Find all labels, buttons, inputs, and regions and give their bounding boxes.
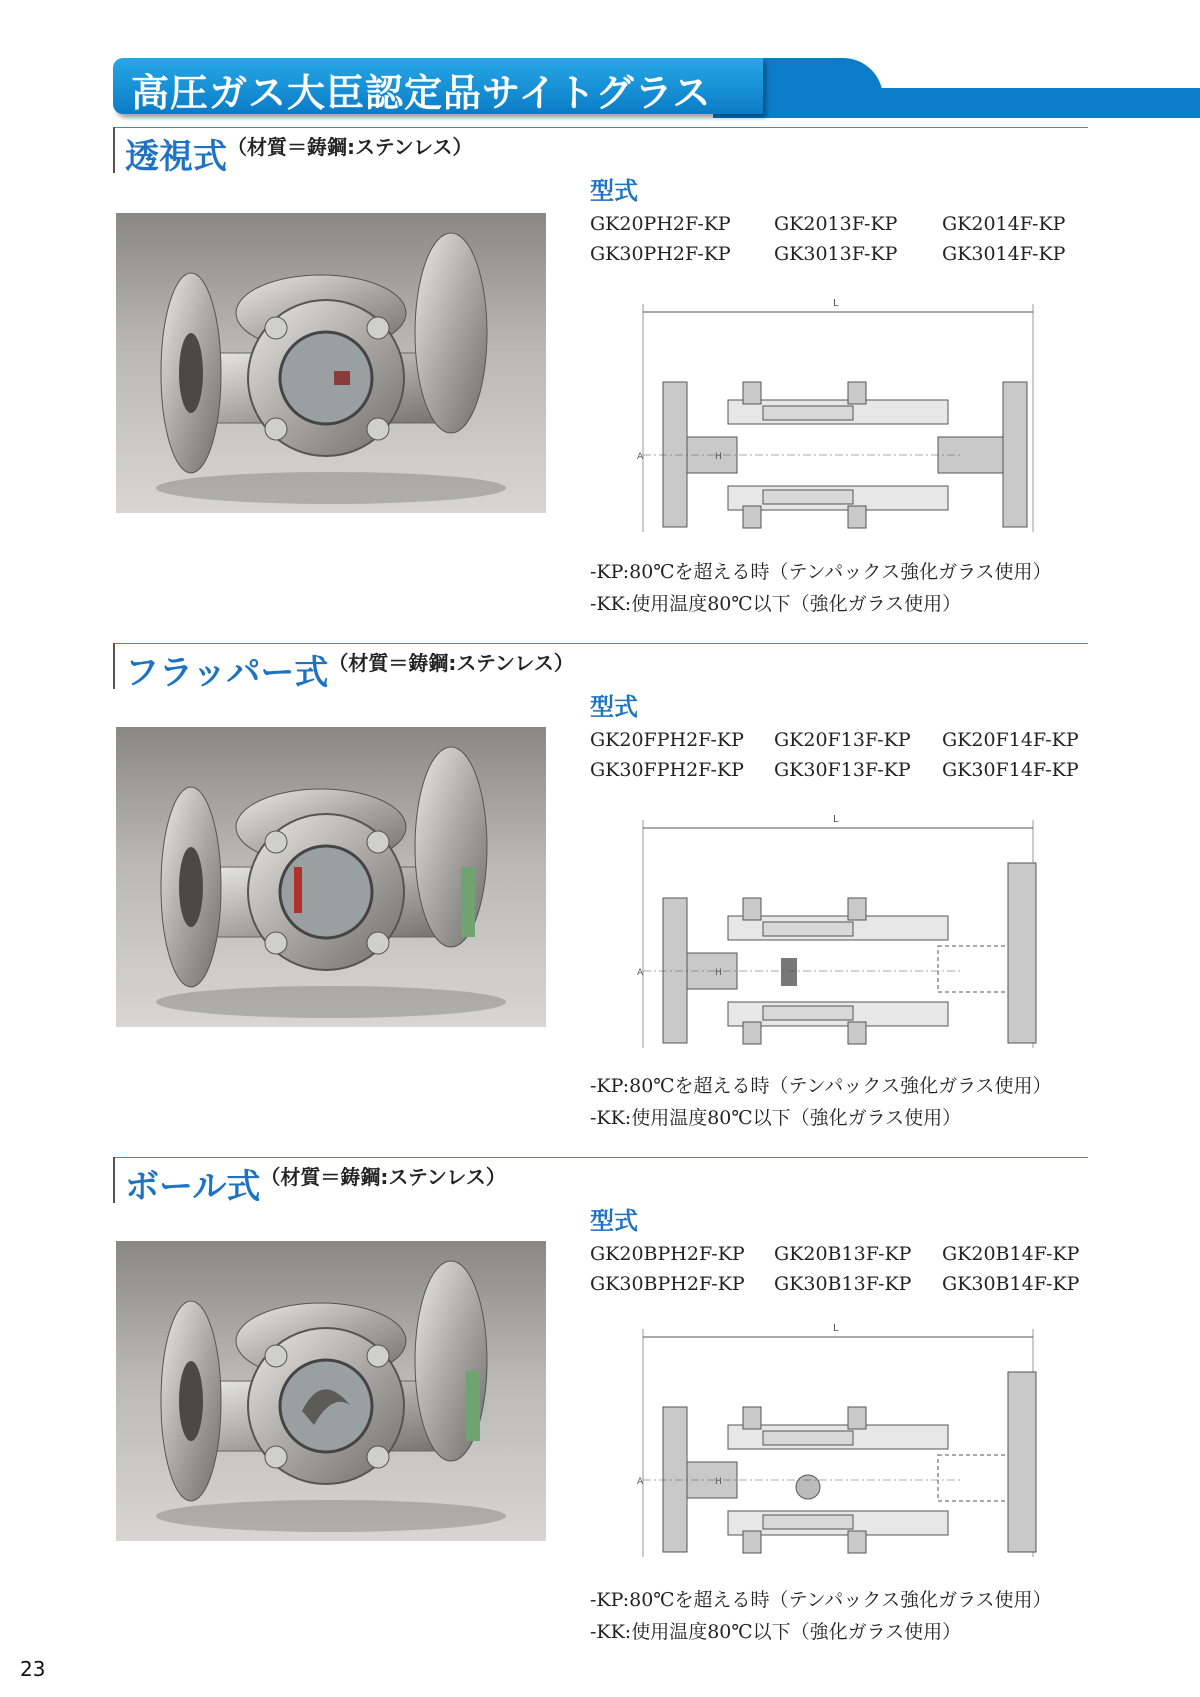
section-title-text: 透視式 [125, 137, 227, 177]
right-flange [1008, 863, 1036, 1043]
bolt-head [265, 418, 287, 440]
bolt-head [265, 831, 287, 853]
section-ball [113, 1157, 1088, 1643]
bolt-head [265, 1446, 287, 1468]
section-subtitle: （材質＝鋳鋼:ステンレス） [328, 651, 574, 675]
dimension-label: H [715, 968, 722, 978]
bolt-head [367, 1345, 389, 1367]
upper-bolt [743, 382, 761, 404]
model-code: GK2013F-KP [774, 213, 898, 235]
model-label: 型式 [590, 177, 638, 205]
upper-glass [763, 406, 853, 420]
bolt-head [367, 1446, 389, 1468]
dimension-label: H [715, 452, 722, 462]
upper-bolt [743, 1407, 761, 1429]
model-label: 型式 [590, 1207, 638, 1235]
section-title-text: フラッパー式 [125, 653, 329, 693]
section-rule [113, 1157, 1088, 1158]
lower-bolt [848, 506, 866, 528]
bolt-head [367, 418, 389, 440]
upper-bolt [848, 1407, 866, 1429]
shadow [156, 1500, 506, 1532]
model-code: GK20F14F-KP [942, 729, 1079, 751]
model-code: GK30F13F-KP [774, 759, 911, 781]
section-title [125, 129, 473, 178]
right-flange [1008, 1372, 1036, 1552]
model-code: GK30B13F-KP [774, 1273, 912, 1295]
page-title: 高圧ガス大臣認定品サイトグラス [131, 71, 712, 115]
section-title [125, 1159, 506, 1208]
lower-bolt [743, 1022, 761, 1044]
right-neck [938, 946, 1008, 992]
bolt-head [367, 317, 389, 339]
right-flange [1003, 382, 1027, 527]
right-flange [415, 747, 487, 947]
sight-glass [280, 332, 372, 424]
name-plate [461, 867, 475, 937]
model-list [590, 209, 1110, 269]
flapper-indicator [294, 867, 302, 913]
bolt-head [265, 932, 287, 954]
name-plate [466, 1371, 480, 1441]
bolt-head [367, 932, 389, 954]
section-title [125, 645, 574, 694]
section-bar [113, 643, 115, 689]
bolt-head [367, 831, 389, 853]
note-line: -KP:80℃を超える時（テンパックス強化ガラス使用） [590, 1075, 1052, 1097]
product-photo [116, 1241, 546, 1541]
model-code: GK20FPH2F-KP [590, 729, 744, 751]
model-row [590, 239, 1110, 269]
page-number: 23 [20, 1657, 46, 1681]
notes [590, 1584, 1052, 1648]
lower-bolt [848, 1531, 866, 1553]
flapper [781, 958, 797, 986]
model-row [590, 1239, 1110, 1269]
dimension-label: A [637, 1477, 644, 1487]
note-line: -KK:使用温度80℃以下（強化ガラス使用） [590, 1621, 962, 1643]
upper-glass [763, 922, 853, 936]
left-flange [663, 1407, 687, 1552]
model-code: GK30B14F-KP [942, 1273, 1080, 1295]
lower-bolt [743, 1531, 761, 1553]
sight-glass [280, 846, 372, 938]
dimension-label: L [833, 298, 839, 309]
note-line: -KP:80℃を超える時（テンパックス強化ガラス使用） [590, 1589, 1052, 1611]
section-title-text: ボール式 [125, 1167, 261, 1207]
model-code: GK30FPH2F-KP [590, 759, 744, 781]
left-flange [663, 898, 687, 1043]
model-code: GK20BPH2F-KP [590, 1243, 745, 1265]
section-flapper [113, 643, 1088, 1129]
section-transparent [113, 127, 1088, 615]
left-bore [179, 1361, 203, 1441]
upper-bolt [848, 382, 866, 404]
model-code: GK30BPH2F-KP [590, 1273, 745, 1295]
upper-bolt [848, 898, 866, 920]
model-row [590, 725, 1110, 755]
right-flange [415, 233, 487, 433]
lower-bolt [743, 506, 761, 528]
upper-bolt [743, 898, 761, 920]
model-code: GK30PH2F-KP [590, 243, 731, 265]
left-bore [179, 333, 203, 413]
dimension-label: A [637, 452, 644, 462]
lower-bolt [848, 1022, 866, 1044]
section-rule [113, 127, 1088, 128]
section-bar [113, 127, 115, 173]
model-row [590, 209, 1110, 239]
dimension-label: L [833, 1323, 839, 1334]
lower-glass [763, 490, 853, 504]
cross-section-drawing [633, 282, 1053, 542]
dimension-label: H [715, 1477, 722, 1487]
model-list [590, 1239, 1110, 1299]
model-code: GK30F14F-KP [942, 759, 1079, 781]
model-list [590, 725, 1110, 785]
title-banner [113, 58, 1200, 118]
indicator [334, 371, 350, 385]
note-line: -KK:使用温度80℃以下（強化ガラス使用） [590, 593, 962, 615]
bolt-head [265, 1345, 287, 1367]
section-bar [113, 1157, 115, 1203]
model-code: GK2014F-KP [942, 213, 1066, 235]
model-code: GK3014F-KP [942, 243, 1066, 265]
section-subtitle: （材質＝鋳鋼:ステンレス） [260, 1165, 506, 1189]
product-photo [116, 213, 546, 513]
model-label: 型式 [590, 693, 638, 721]
upper-glass [763, 1431, 853, 1445]
model-code: GK20B14F-KP [942, 1243, 1080, 1265]
left-bore [179, 847, 203, 927]
lower-glass [763, 1515, 853, 1529]
model-row [590, 1269, 1110, 1299]
shadow [156, 472, 506, 504]
dimension-label: A [637, 968, 644, 978]
model-row [590, 755, 1110, 785]
model-code: GK20PH2F-KP [590, 213, 731, 235]
left-flange [663, 382, 687, 527]
model-code: GK3013F-KP [774, 243, 898, 265]
note-line: -KK:使用温度80℃以下（強化ガラス使用） [590, 1107, 962, 1129]
dimension-label: L [833, 814, 839, 825]
cross-section-drawing [633, 1307, 1053, 1567]
section-rule [113, 643, 1088, 644]
lower-glass [763, 1006, 853, 1020]
model-code: GK20B13F-KP [774, 1243, 912, 1265]
model-code: GK20F13F-KP [774, 729, 911, 751]
notes [590, 556, 1052, 620]
notes [590, 1070, 1052, 1134]
product-photo [116, 727, 546, 1027]
cross-section-drawing [633, 798, 1053, 1058]
section-subtitle: （材質＝鋳鋼:ステンレス） [227, 135, 473, 159]
bolt-head [265, 317, 287, 339]
ball [796, 1475, 820, 1499]
shadow [156, 986, 506, 1018]
note-line: -KP:80℃を超える時（テンパックス強化ガラス使用） [590, 561, 1052, 583]
right-neck [938, 1455, 1008, 1501]
